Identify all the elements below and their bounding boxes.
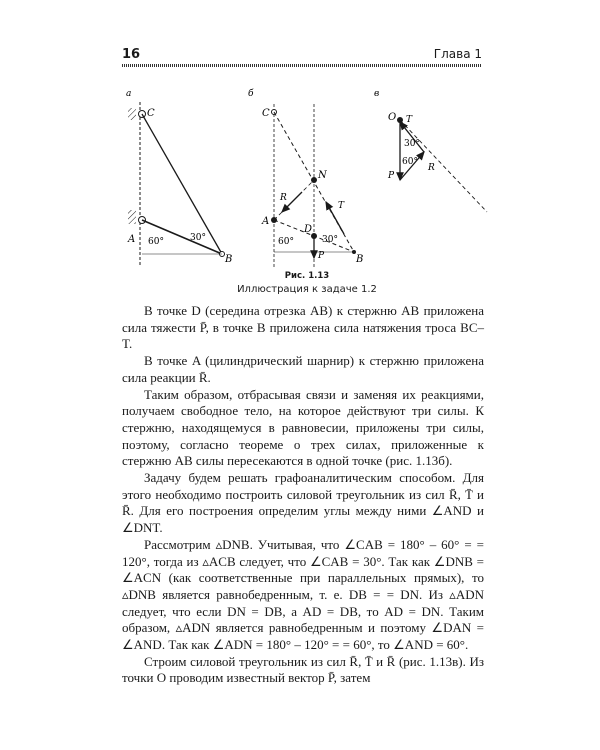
paragraph-3: Таким образом, отбрасывая связи и заменяя их реакциями, получаем свободное тело, на которое действуют три силы. К стержню, находящемуся в равновесии, приложены три силы, поэтому, согласно теореме о трех силах, приложенные к стержню AB силы пересекаются в одной точке (рис. 1.13б).	[122, 386, 484, 469]
vector-r-label-c: R	[428, 163, 435, 173]
point-a-label-b: A	[262, 216, 270, 227]
cable-cb-a	[142, 114, 222, 254]
angle-30-c: 30°	[404, 139, 420, 149]
angle-30-a: 30°	[190, 233, 206, 243]
vector-r-label-b: R	[280, 193, 287, 203]
point-n-label: N	[318, 170, 327, 181]
point-a-b	[271, 217, 277, 223]
angle-30-b: 30°	[322, 235, 338, 245]
point-b-label-b: B	[356, 254, 364, 265]
point-d-label: D	[304, 224, 313, 235]
panel-label-a: а	[126, 89, 132, 99]
point-o-label: O	[388, 112, 397, 123]
angle-60-a: 60°	[148, 237, 164, 247]
paragraph-4: Задачу будем решать графоаналитическим способом. Для этого необходимо построить силовой треугольник из сил R̄, T̄ и R̄. Для его построения определим углы между ними ∠AND и ∠DNT.	[122, 470, 484, 536]
vector-t-label-c: T	[406, 115, 413, 125]
header-rule	[122, 64, 482, 67]
paragraph-1: В точке D (середина отрезка AB) к стержню AB приложена сила тяжести P̄, в точке B приложена сила натяжения троса BC–T.	[122, 303, 484, 352]
point-c-label-b: C	[262, 108, 270, 119]
paragraph-6: Строим силовой треугольник из сил R̄, T̄ и R̄ (рис. 1.13в). Из точки O проводим известный вектор P̄, затем	[122, 653, 484, 686]
paragraph-2: В точке A (цилиндрический шарнир) к стержню приложена сила реакции R̄.	[122, 353, 484, 385]
page-number: 16	[122, 47, 141, 62]
figure-caption: Иллюстрация к задаче 1.2	[237, 284, 377, 295]
vector-p-label-c: P	[388, 171, 395, 181]
point-c-label: C	[147, 108, 155, 119]
point-n-b	[311, 177, 317, 183]
chapter-title: Глава 1	[433, 47, 482, 61]
vector-p-label-b: P	[318, 251, 325, 261]
paragraph-5: Рассмотрим ▵DNB. Учитывая, что ∠CAB = 180° – 60° = = 120°, тогда из ▵ACB следует, что ∠CAB = 30°. Так как ∠DNB = ∠ACN (как соответственные при параллельных прямых), то ▵DNB является равнобедренным, т. е. DB = = DN. Из ▵ADN следует, что если DN = DB, а AD = DB, то AD = DN. Таким образом, ▵ADN является равнобедренным и поэтому ∠DAN = ∠AND. Так как ∠ADN = 180° – 120° = = 60°, то ∠AND = 60°.	[122, 536, 484, 653]
panel-label-b: б	[248, 89, 254, 99]
angle-60-b: 60°	[278, 237, 294, 247]
body-text	[122, 303, 484, 687]
point-a-label: A	[128, 234, 136, 245]
vector-t-label-b: T	[338, 201, 345, 211]
point-b-label-a: B	[225, 254, 233, 265]
panel-label-c: в	[374, 89, 380, 99]
angle-60-c: 60°	[402, 157, 418, 167]
hinge-a-hatch	[128, 210, 136, 224]
figure-1-13	[112, 82, 502, 272]
figure-title: Рис. 1.13	[284, 271, 330, 281]
hinge-c-hatch	[128, 108, 136, 120]
